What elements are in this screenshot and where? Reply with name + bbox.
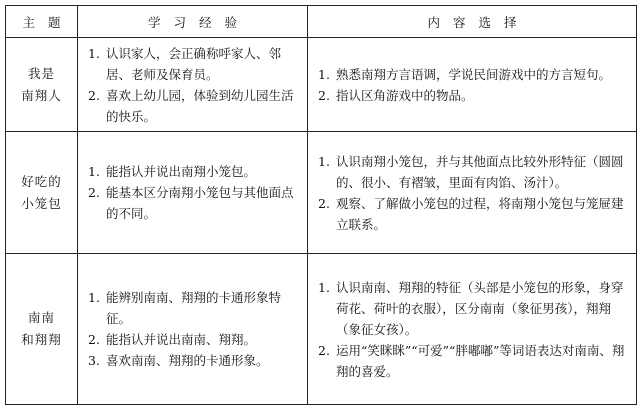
experience-cell <box>78 38 308 132</box>
table-row <box>6 132 637 254</box>
list-item: 2. 能基本区分南翔小笼包与其他面点的不同。 <box>88 185 294 221</box>
header-experience: 学习经验 <box>78 6 308 38</box>
list-item: 3. 喜欢南南、翔翔的卡通形象。 <box>88 353 269 368</box>
content-cell <box>308 132 637 254</box>
list-item: 1. 能指认并说出南翔小笼包。 <box>88 164 257 179</box>
list-item: 1. 认识南翔小笼包，并与其他面点比较外形特征（圆圆的、很小、有褶皱，里面有肉馅、汤汁）。 <box>318 153 624 190</box>
theme-line: 小笼包 <box>21 195 62 211</box>
theme-cell <box>6 38 78 132</box>
experience-cell <box>78 254 308 405</box>
list-item: 1. 能辨别南南、翔翔的卡通形象特征。 <box>88 290 282 326</box>
list-item: 2. 能指认并说出南南、翔翔。 <box>88 332 257 347</box>
experience-list <box>78 287 307 371</box>
table-row <box>6 254 637 405</box>
list-item: 1. 认识家人，会正确称呼家人、邻居、老师及保育员。 <box>88 45 282 82</box>
content-cell <box>308 38 637 132</box>
theme-cell <box>6 254 78 405</box>
theme-cell <box>6 132 78 254</box>
list-item: 1. 认识南南、翔翔的特征（头部是小笼包的形象，身穿荷花、荷叶的衣服），区分南南（象征男孩），翔翔（象征女孩）。 <box>318 279 624 337</box>
curriculum-table <box>5 5 637 405</box>
theme-line: 和翔翔 <box>21 332 62 347</box>
theme-line: 南翔人 <box>21 87 62 103</box>
content-list <box>308 151 636 235</box>
theme-line: 好吃的 <box>21 173 62 189</box>
theme-line: 我是 <box>27 65 55 81</box>
list-item: 1. 熟悉南翔方言语调，学说民间游戏中的方言短句。 <box>318 66 612 82</box>
content-list <box>308 64 636 106</box>
list-item: 2. 指认区角游戏中的物品。 <box>318 87 474 103</box>
content-cell <box>308 254 637 405</box>
list-item: 2. 喜欢上幼儿园，体验到幼儿园生活的快乐。 <box>88 87 294 124</box>
table-row <box>6 38 637 132</box>
list-item: 2. 运用“笑眯眯”“可爱”“胖嘟嘟”等词语表达对南南、翔翔的喜爱。 <box>318 342 625 379</box>
experience-list <box>78 161 307 224</box>
header-row <box>6 6 637 38</box>
header-theme: 主题 <box>6 6 78 38</box>
experience-cell <box>78 132 308 254</box>
content-list <box>308 277 636 382</box>
header-content: 内容选择 <box>308 6 637 38</box>
theme-line: 南南 <box>27 310 55 325</box>
experience-list <box>78 43 307 127</box>
list-item: 2. 观察、了解做小笼包的过程，将南翔小笼包与笼屉建立联系。 <box>318 195 624 232</box>
